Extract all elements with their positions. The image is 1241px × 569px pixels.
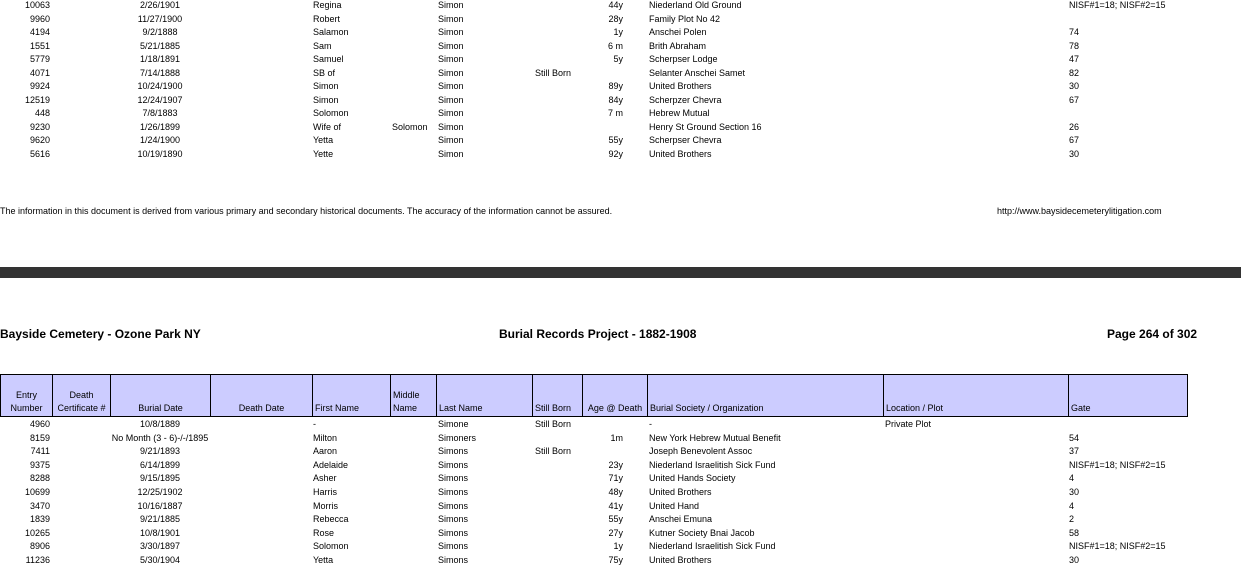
- first-name-cell: Adelaide: [313, 459, 349, 470]
- age-at-death-cell: 6 m: [607, 40, 623, 51]
- still-born-cell: Still Born: [535, 419, 572, 429]
- table-row: [0, 13, 1241, 27]
- website-url: http://www.baysidecemeterylitigation.com: [997, 206, 1162, 216]
- gate-cell: 47: [1069, 54, 1080, 64]
- column-header-age: Age @ Death: [583, 375, 648, 416]
- burial-society-cell: United Brothers: [649, 487, 712, 497]
- burial-society-cell: Selanter Anschei Samet: [649, 67, 746, 78]
- table-row: [0, 53, 1241, 67]
- entry-number-cell: 10699: [24, 487, 50, 497]
- last-name-cell: Simons: [438, 514, 469, 525]
- last-name-cell: Simon: [438, 27, 464, 37]
- last-name-cell: Simon: [438, 94, 464, 105]
- burial-society-cell: Brith Abraham: [649, 40, 707, 51]
- first-name-cell: Simon: [313, 81, 339, 91]
- column-header-first-name: First Name: [313, 375, 391, 416]
- entry-number-cell: 3470: [29, 500, 50, 511]
- burial-date-cell: 10/8/1889: [139, 419, 181, 429]
- first-name-cell: Harris: [313, 487, 337, 497]
- table-row: [0, 0, 1241, 13]
- last-name-cell: Simon: [438, 121, 464, 132]
- table-header: [0, 374, 1188, 417]
- first-name-cell: Samuel: [313, 54, 344, 64]
- first-name-cell: Robert: [313, 13, 341, 24]
- age-at-death-cell: 71y: [608, 473, 623, 484]
- gate-cell: 30: [1069, 148, 1080, 159]
- burial-date-cell: 12/25/1902: [137, 487, 183, 497]
- column-header-last-name: Last Name: [437, 375, 533, 416]
- burial-date-cell: 7/14/1888: [139, 67, 181, 78]
- table-row: [0, 513, 1241, 527]
- entry-number-cell: 12519: [24, 94, 50, 105]
- last-name-cell: Simoners: [438, 432, 477, 443]
- burial-society-cell: Kutner Society Bnai Jacob: [649, 527, 755, 538]
- burial-society-cell: United Brothers: [649, 81, 712, 91]
- first-name-cell: Sam: [313, 40, 332, 51]
- gate-cell: 2: [1069, 514, 1075, 525]
- gate-cell: 58: [1069, 527, 1080, 538]
- table-row: [0, 107, 1241, 121]
- age-at-death-cell: 23y: [608, 459, 623, 470]
- burial-date-cell: 1/18/1891: [139, 54, 181, 64]
- age-at-death-cell: 84y: [608, 94, 623, 105]
- entry-number-cell: 1839: [29, 514, 50, 525]
- burial-date-cell: 10/8/1901: [139, 527, 181, 538]
- age-at-death-cell: 28y: [608, 13, 623, 24]
- column-header-still-born: Still Born: [533, 375, 583, 416]
- location-plot-cell: Private Plot: [885, 419, 932, 429]
- age-at-death-cell: 55y: [608, 514, 623, 525]
- burial-society-cell: Niederland Israelitish Sick Fund: [649, 541, 776, 552]
- age-at-death-cell: 44y: [608, 0, 623, 10]
- last-name-cell: Simons: [438, 527, 469, 538]
- column-header-cert: Death Certificate #: [53, 375, 111, 416]
- table-row: [0, 94, 1241, 108]
- table-row: [0, 26, 1241, 40]
- last-name-cell: Simons: [438, 487, 469, 497]
- gate-cell: 37: [1069, 446, 1080, 457]
- entry-number-cell: 9230: [29, 121, 50, 132]
- first-name-cell: Yette: [313, 148, 334, 159]
- burial-society-cell: Scherpser Chevra: [649, 135, 722, 145]
- burial-society-cell: United Hands Society: [649, 473, 736, 484]
- first-name-cell: Simon: [313, 94, 339, 105]
- cemetery-title: Bayside Cemetery - Ozone Park NY: [0, 327, 201, 341]
- entry-number-cell: 7411: [30, 446, 50, 457]
- last-name-cell: Simon: [438, 135, 464, 145]
- first-name-cell: Rose: [313, 527, 335, 538]
- table-row: [0, 40, 1241, 54]
- first-name-cell: Yetta: [313, 555, 334, 565]
- burial-date-cell: 9/21/1893: [139, 446, 181, 457]
- entry-number-cell: 8159: [29, 432, 50, 443]
- table-row: [0, 540, 1241, 554]
- burial-date-cell: 11/27/1900: [137, 13, 183, 24]
- first-name-cell: SB of: [313, 67, 336, 78]
- last-name-cell: Simon: [438, 0, 464, 10]
- burial-date-cell: 10/19/1890: [137, 148, 183, 159]
- column-header-society: Burial Society / Organization: [648, 375, 884, 416]
- gate-cell: 26: [1069, 121, 1080, 132]
- first-name-cell: Solomon: [313, 108, 349, 118]
- entry-number-cell: 9960: [29, 13, 50, 24]
- entry-number-cell: 1551: [29, 40, 50, 51]
- first-name-cell: Solomon: [313, 541, 349, 552]
- still-born-cell: Still Born: [535, 446, 572, 457]
- age-at-death-cell: 41y: [608, 500, 623, 511]
- age-at-death-cell: 1m: [610, 432, 623, 443]
- table-row: [0, 418, 1241, 432]
- gate-cell: 30: [1069, 81, 1080, 91]
- column-header-middle-name: Middle Name: [391, 375, 437, 416]
- table-row: [0, 486, 1241, 500]
- age-at-death-cell: 1y: [613, 541, 623, 552]
- entry-number-cell: 9924: [29, 81, 50, 91]
- table-row: [0, 472, 1241, 486]
- gate-cell: NISF#1=18; NISF#2=15: [1069, 459, 1166, 470]
- table-row: [0, 500, 1241, 514]
- gate-cell: 54: [1069, 432, 1080, 443]
- column-header-location: Location / Plot: [884, 375, 1069, 416]
- first-name-cell: Regina: [313, 0, 342, 10]
- gate-cell: 30: [1069, 487, 1080, 497]
- last-name-cell: Simons: [438, 473, 469, 484]
- table-row: [0, 432, 1241, 446]
- burial-society-cell: -: [649, 419, 652, 429]
- last-name-cell: Simons: [438, 459, 469, 470]
- page-number: Page 264 of 302: [1107, 327, 1198, 341]
- last-name-cell: Simon: [438, 40, 464, 51]
- burial-date-cell: 1/26/1899: [139, 121, 181, 132]
- entry-number-cell: 10063: [24, 0, 50, 10]
- burial-society-cell: Anschei Polen: [649, 27, 707, 37]
- gate-cell: 78: [1069, 40, 1080, 51]
- burial-society-cell: Family Plot No 42: [649, 13, 721, 24]
- column-header-gate: Gate: [1071, 403, 1091, 413]
- last-name-cell: Simon: [438, 13, 464, 24]
- burial-date-cell: 5/30/1904: [139, 555, 181, 565]
- last-name-cell: Simons: [438, 446, 469, 457]
- burial-society-cell: Scherpser Lodge: [649, 54, 718, 64]
- age-at-death-cell: 48y: [608, 487, 623, 497]
- page-separator: [0, 267, 1241, 278]
- burial-date-cell: 5/21/1885: [139, 40, 181, 51]
- age-at-death-cell: 7 m: [607, 108, 623, 118]
- table-row: [0, 459, 1241, 473]
- burial-date-cell: 9/21/1885: [139, 514, 181, 525]
- burial-date-cell: 7/8/1883: [142, 108, 178, 118]
- gate-cell: NISF#1=18; NISF#2=15: [1069, 541, 1166, 552]
- entry-number-cell: 4960: [29, 419, 50, 429]
- first-name-cell: Asher: [313, 473, 337, 484]
- age-at-death-cell: 5y: [613, 54, 623, 64]
- age-at-death-cell: 55y: [608, 135, 623, 145]
- gate-cell: 4: [1069, 500, 1075, 511]
- burial-society-cell: United Hand: [649, 500, 700, 511]
- entry-number-cell: 4071: [29, 67, 50, 78]
- burial-society-cell: United Brothers: [649, 555, 712, 565]
- table-row: [0, 134, 1241, 148]
- gate-cell: 67: [1069, 135, 1080, 145]
- burial-date-cell: 10/24/1900: [137, 81, 183, 91]
- entry-number-cell: 8906: [29, 541, 50, 552]
- first-name-cell: Morris: [313, 500, 338, 511]
- age-at-death-cell: 1y: [613, 27, 623, 37]
- age-at-death-cell: 92y: [608, 148, 623, 159]
- gate-cell: 30: [1069, 555, 1080, 565]
- burial-society-cell: Scherpzer Chevra: [649, 94, 722, 105]
- last-name-cell: Simon: [438, 67, 464, 78]
- burial-society-cell: Hebrew Mutual: [649, 108, 710, 118]
- first-name-cell: Rebecca: [313, 514, 349, 525]
- middle-name-cell: Solomon: [392, 121, 428, 132]
- table-row: [0, 445, 1241, 459]
- burial-society-cell: Henry St Ground Section 16: [649, 121, 762, 132]
- entry-number-cell: 4194: [29, 27, 50, 37]
- column-header-burial-date: Burial Date: [111, 375, 211, 416]
- entry-number-cell: 8288: [29, 473, 50, 484]
- gate-cell: 74: [1069, 27, 1080, 37]
- burial-date-cell: 9/2/1888: [142, 27, 178, 37]
- first-name-cell: Milton: [313, 432, 338, 443]
- entry-number-cell: 5616: [29, 148, 50, 159]
- table-row: [0, 554, 1241, 568]
- burial-date-cell: 9/15/1895: [139, 473, 181, 484]
- age-at-death-cell: 27y: [608, 527, 623, 538]
- first-name-cell: Wife of: [313, 121, 342, 132]
- last-name-cell: Simons: [438, 500, 469, 511]
- burial-society-cell: Anschei Emuna: [649, 514, 713, 525]
- last-name-cell: Simon: [438, 54, 464, 64]
- burial-date-cell: 1/24/1900: [139, 135, 181, 145]
- burial-date-cell: 10/16/1887: [137, 500, 183, 511]
- first-name-cell: Yetta: [313, 135, 334, 145]
- gate-cell: 82: [1069, 67, 1080, 78]
- last-name-cell: Simon: [438, 81, 464, 91]
- column-header-death-date: Death Date: [211, 375, 313, 416]
- first-name-cell: -: [313, 419, 316, 429]
- table-row: [0, 148, 1241, 162]
- burial-society-cell: United Brothers: [649, 148, 712, 159]
- table-row: [0, 80, 1241, 94]
- last-name-cell: Simone: [438, 419, 469, 429]
- disclaimer-text: The information in this document is derived from various primary and secondary historical documents. The accuracy of the information cannot be assured.: [0, 206, 613, 216]
- first-name-cell: Aaron: [313, 446, 338, 457]
- still-born-cell: Still Born: [535, 67, 572, 78]
- entry-number-cell: 11236: [25, 555, 50, 565]
- table-row: [0, 67, 1241, 81]
- table-row: [0, 527, 1241, 541]
- column-header-entry: Entry Number: [1, 375, 53, 416]
- burial-society-cell: Niederland Old Ground: [649, 0, 742, 10]
- last-name-cell: Simons: [438, 555, 469, 565]
- table-row: [0, 121, 1241, 135]
- entry-number-cell: 9375: [29, 459, 50, 470]
- age-at-death-cell: 89y: [608, 81, 623, 91]
- entry-number-cell: 10265: [24, 527, 50, 538]
- first-name-cell: Salamon: [313, 27, 349, 37]
- burial-date-cell: 3/30/1897: [139, 541, 181, 552]
- last-name-cell: Simon: [438, 148, 464, 159]
- gate-cell: NISF#1=18; NISF#2=15: [1069, 0, 1166, 10]
- burial-society-cell: New York Hebrew Mutual Benefit: [649, 432, 781, 443]
- gate-cell: 67: [1069, 94, 1080, 105]
- burial-society-cell: Joseph Benevolent Assoc: [649, 446, 753, 457]
- age-at-death-cell: 75y: [608, 555, 623, 565]
- burial-date-cell: 12/24/1907: [137, 94, 183, 105]
- last-name-cell: Simons: [438, 541, 469, 552]
- burial-society-cell: Niederland Israelitish Sick Fund: [649, 459, 776, 470]
- entry-number-cell: 9620: [29, 135, 50, 145]
- project-title: Burial Records Project - 1882-1908: [499, 327, 697, 341]
- burial-date-cell: No Month (3 - 6)-/-/1895: [111, 432, 209, 443]
- entry-number-cell: 448: [34, 108, 50, 118]
- burial-date-cell: 6/14/1899: [139, 459, 181, 470]
- burial-date-cell: 2/26/1901: [139, 0, 181, 10]
- gate-cell: 4: [1069, 473, 1075, 484]
- entry-number-cell: 5779: [29, 54, 50, 64]
- last-name-cell: Simon: [438, 108, 464, 118]
